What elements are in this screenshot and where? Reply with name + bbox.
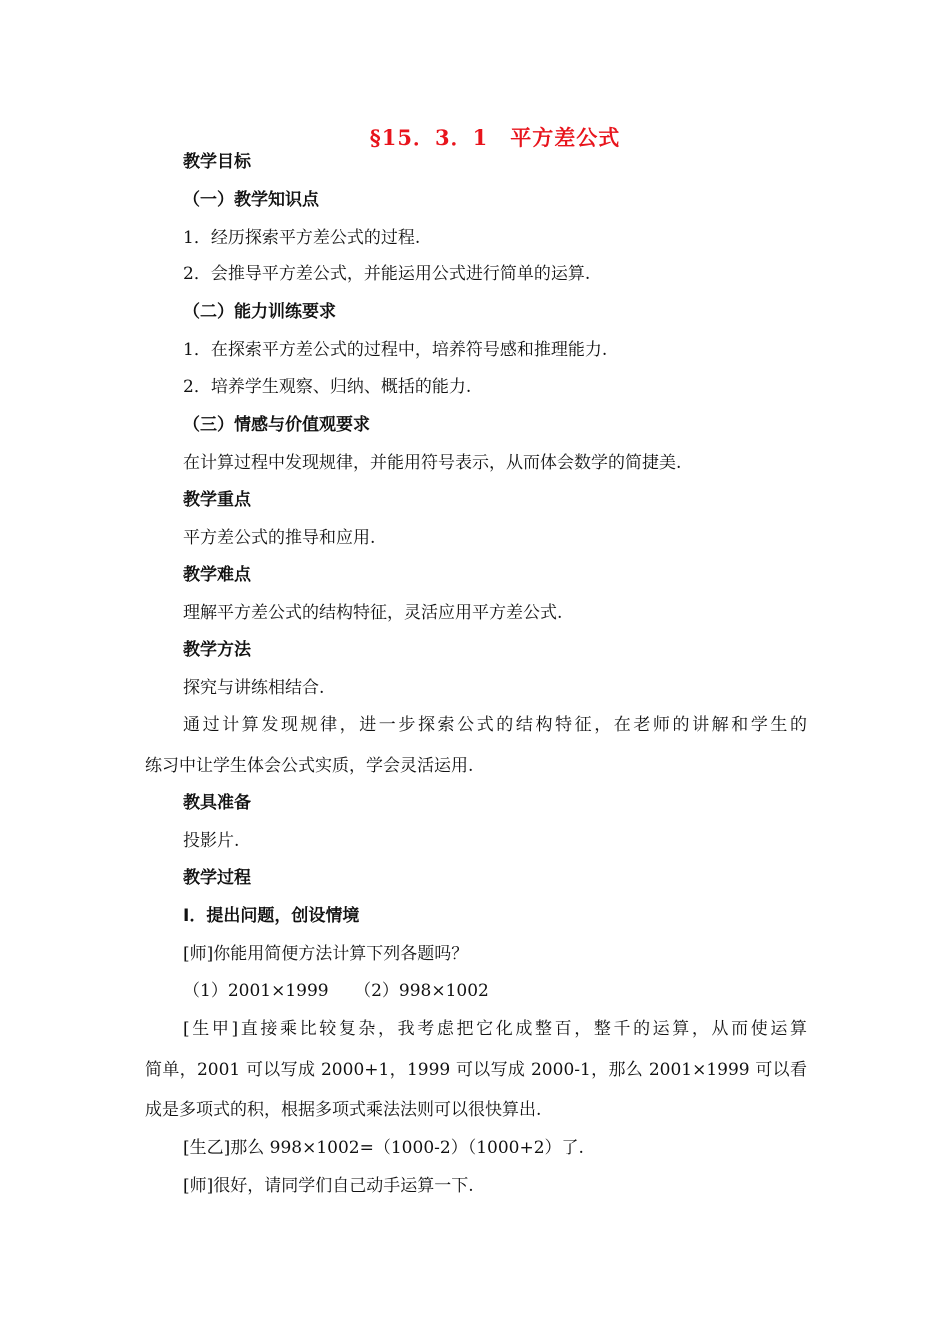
heading-teaching-aids: 教具准备	[183, 793, 251, 813]
heading-teaching-process: 教学过程	[183, 868, 251, 888]
paragraph: 1．在探索平方差公式的过程中，培养符号感和推理能力.	[183, 340, 608, 360]
paragraph: 练习中让学生体会公式实质，学会灵活运用.	[145, 756, 474, 776]
paragraph: 2．会推导平方差公式，并能运用公式进行简单的运算.	[183, 264, 591, 284]
paragraph: [生甲]直接乘比较复杂，我考虑把它化成整百，整千的运算，从而使运算	[183, 1019, 807, 1039]
paragraph: [师]很好，请同学们自己动手运算一下.	[183, 1176, 474, 1196]
paragraph: 探究与讲练相结合.	[183, 678, 325, 698]
page-title: §15．3．1 平方差公式	[369, 125, 621, 150]
paragraph: [生乙]那么 998×1002=（1000-2）（1000+2）了.	[183, 1138, 584, 1158]
subheading-emotion: （三）情感与价值观要求	[183, 415, 370, 435]
subheading-knowledge: （一）教学知识点	[183, 190, 319, 210]
paragraph: 平方差公式的推导和应用.	[183, 528, 376, 548]
heading-methods: 教学方法	[183, 640, 251, 660]
paragraph: 投影片.	[183, 831, 240, 851]
paragraph: 2．培养学生观察、归纳、概括的能力.	[183, 377, 472, 397]
heading-teaching-goals: 教学目标	[183, 152, 251, 172]
section-heading: Ⅰ．提出问题，创设情境	[183, 906, 360, 926]
paragraph: 在计算过程中发现规律，并能用符号表示，从而体会数学的简捷美.	[183, 453, 682, 473]
paragraph: 成是多项式的积，根据多项式乘法法则可以很快算出.	[145, 1100, 542, 1120]
paragraph: （1）2001×1999 （2）998×1002	[183, 981, 489, 1001]
heading-key-points: 教学重点	[183, 490, 251, 510]
paragraph: 简单，2001 可以写成 2000+1，1999 可以写成 2000-1，那么 2001×1999 可以看	[145, 1060, 807, 1080]
subheading-ability: （二）能力训练要求	[183, 302, 336, 322]
heading-difficulties: 教学难点	[183, 565, 251, 585]
paragraph: 1．经历探索平方差公式的过程.	[183, 228, 421, 248]
paragraph: 通过计算发现规律，进一步探索公式的结构特征，在老师的讲解和学生的	[183, 715, 807, 735]
paragraph: 理解平方差公式的结构特征，灵活应用平方差公式.	[183, 603, 563, 623]
paragraph: [师]你能用简便方法计算下列各题吗？	[183, 944, 469, 964]
